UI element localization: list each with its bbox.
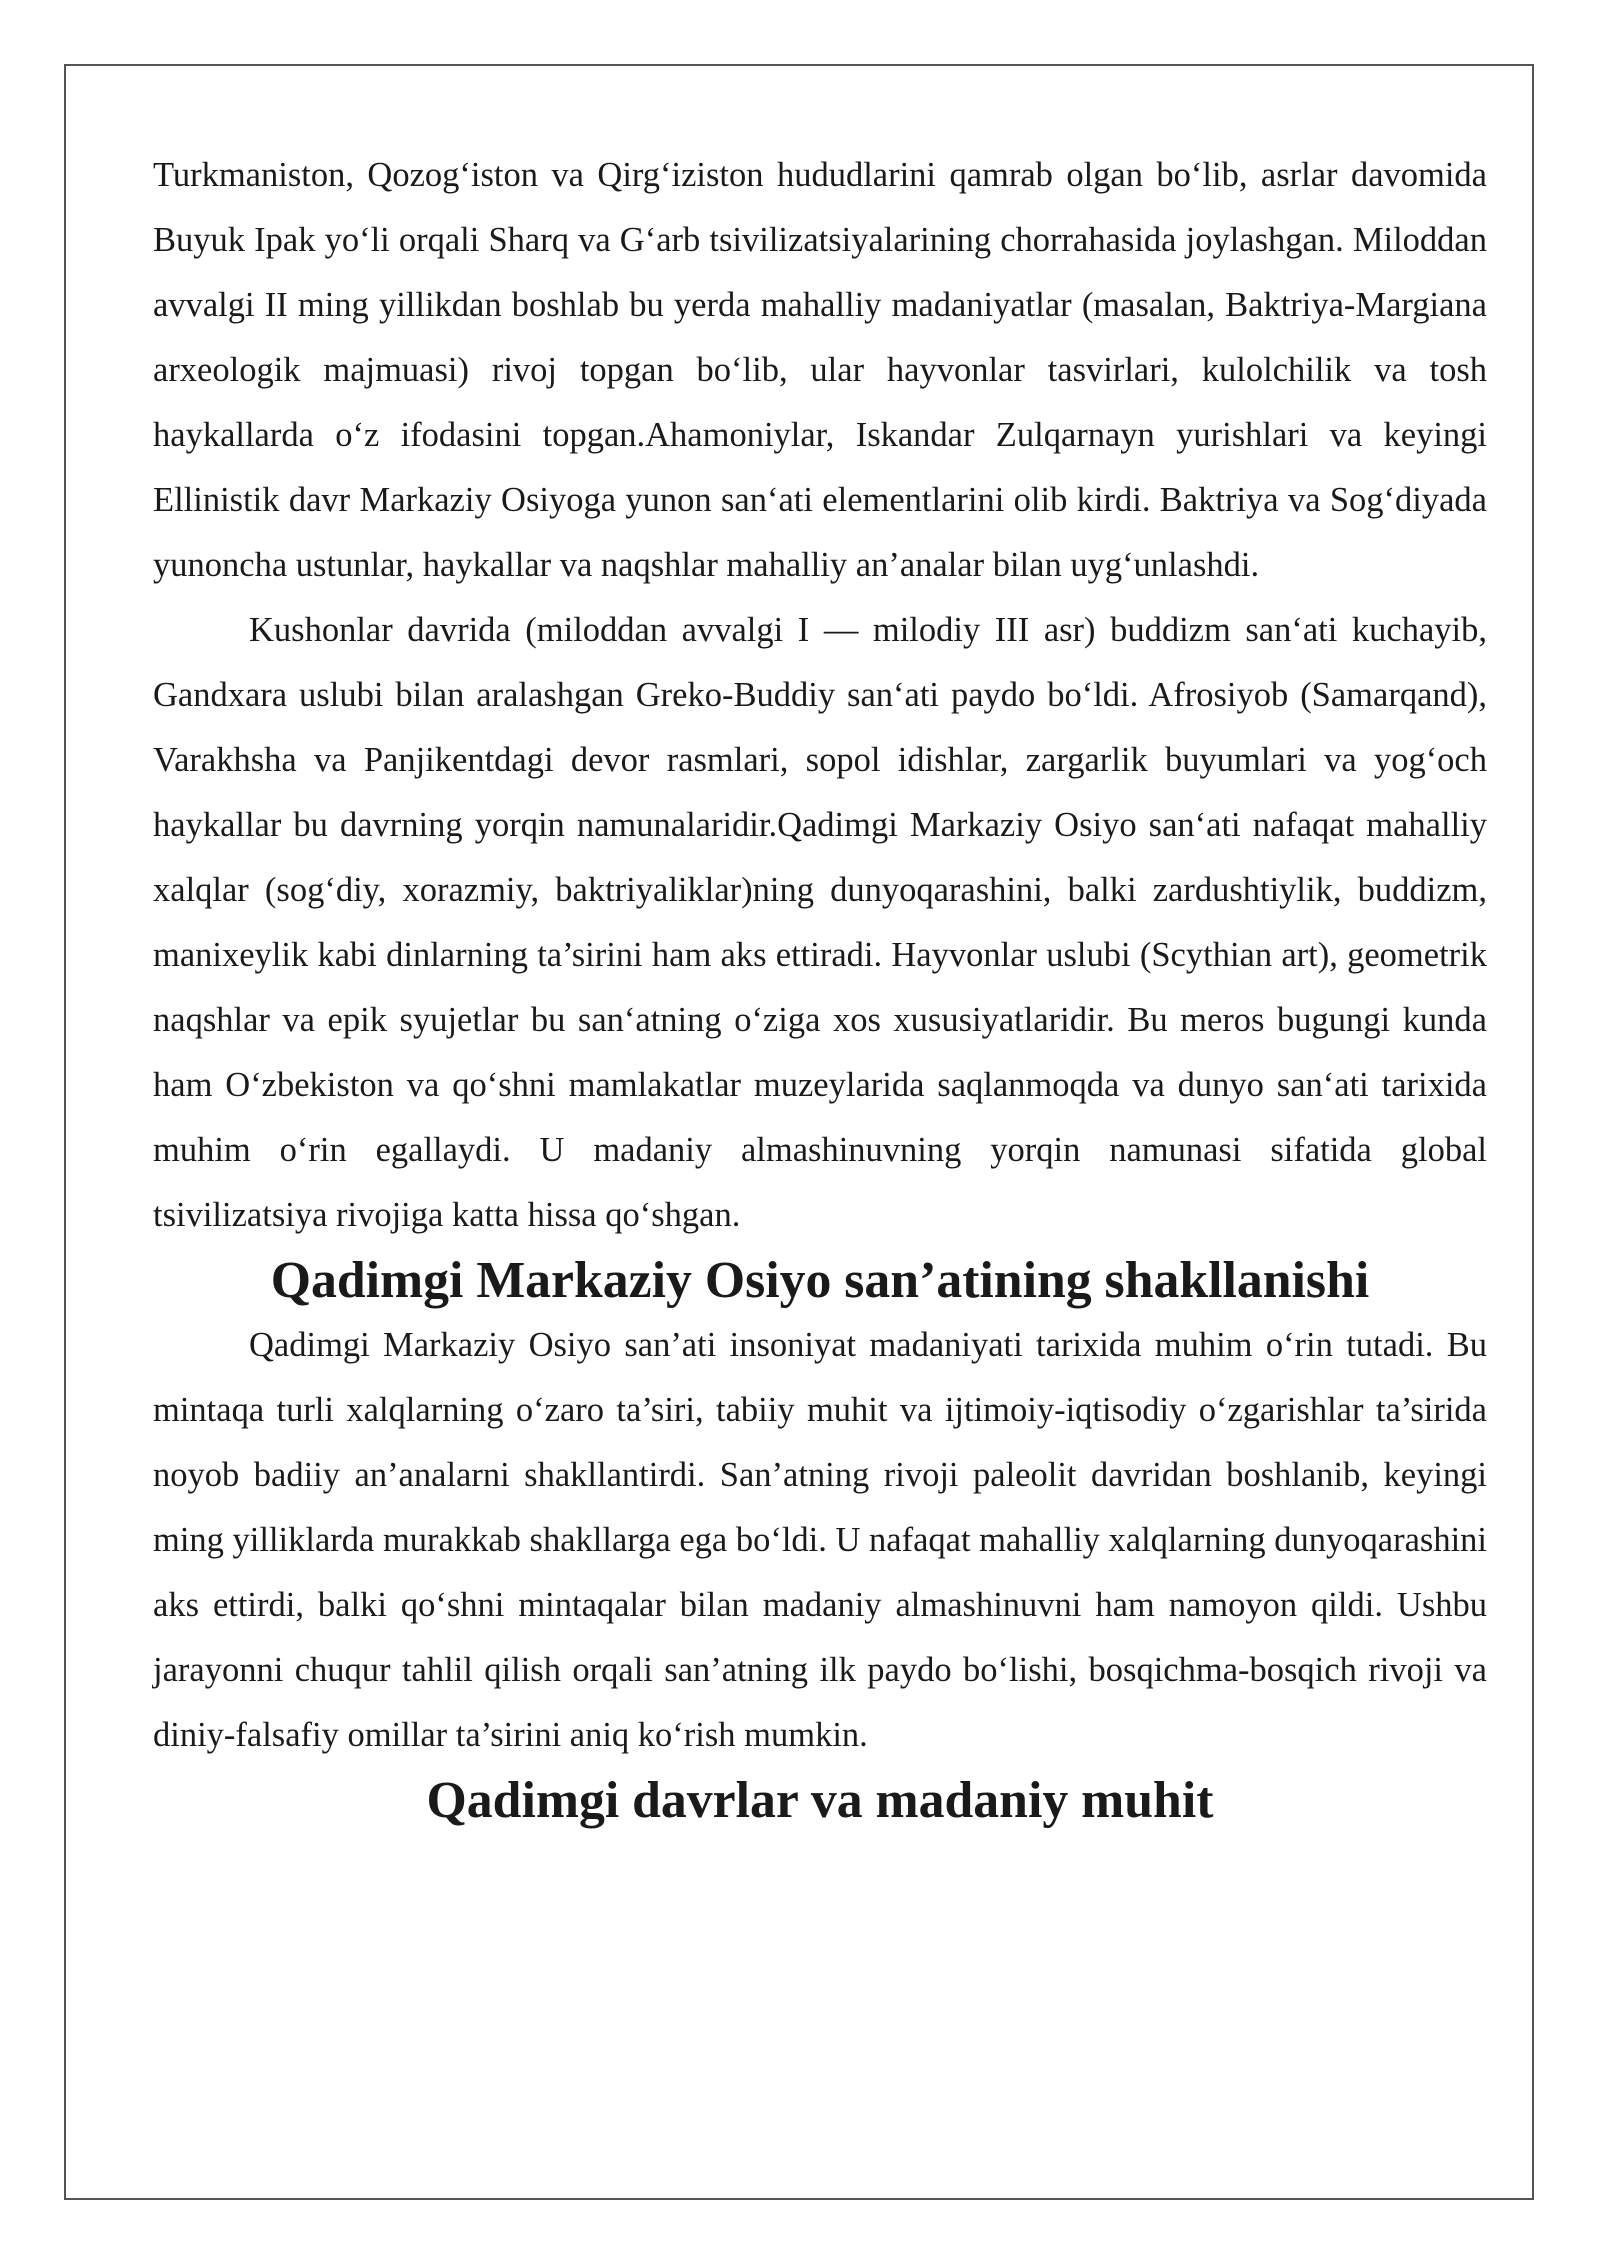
paragraph: Kushonlar davrida (miloddan avvalgi I — milodiy III asr) buddizm san‘ati kuchayib, Gandxara uslubi bilan aralashgan Greko-Buddiy san‘ati paydo bo‘ldi. Afrosiyob (Samarqand), Varakhsha va Panjikentdagi devor rasmlari, sopol idishlar, zargarlik buyumlari va yog‘och haykallar bu davrning yorqin namunalaridir.Qadimgi Markaziy Osiyo san‘ati nafaqat mahalliy xalqlar (sog‘diy, xorazmiy, baktriyaliklar)ning dunyoqarashini, balki zardushtiylik, buddizm, manixeylik kabi dinlarning ta’sirini ham aks ettiradi. Hayvonlar uslubi (Scythian art), geometrik naqshlar va epik syujetlar bu san‘atning o‘ziga xos xususiyatlaridir. Bu meros bugungi kunda ham O‘zbekiston va qo‘shni mamlakatlar muzeylarida saqlanmoqda va dunyo san‘ati tarixida muhim o‘rin egallaydi. U madaniy almashinuvning yorqin namunasi sifatida global tsivilizatsiya rivojiga katta hissa qo‘shgan. bbox=[153, 611, 1487, 1234]
section-heading: Qadimgi Markaziy Osiyo san’atining shakllanishi bbox=[270, 1252, 1370, 1309]
paragraph: Qadimgi Markaziy Osiyo san’ati insoniyat madaniyati tarixida muhim o‘rin tutadi. Bu mintaqa turli xalqlarning o‘zaro ta’siri, tabiiy muhit va ijtimoiy-iqtisodiy o‘zgarishlar ta’sirida noyob badiiy an’analarni shakllantirdi. San’atning rivoji paleolit davridan boshlanib, keyingi ming yilliklarda murakkab shakllarga ega bo‘ldi. U nafaqat mahalliy xalqlarning dunyoqarashini aks ettirdi, balki qo‘shni mintaqalar bilan madaniy almashinuvni ham namoyon qildi. Ushbu jarayonni chuqur tahlil qilish orqali san’atning ilk paydo bo‘lishi, bosqichma-bosqich rivoji va diniy-falsafiy omillar ta’sirini aniq ko‘rish mumkin. bbox=[153, 1326, 1487, 1754]
section-heading: Qadimgi davrlar va madaniy muhit bbox=[426, 1772, 1214, 1829]
document-body bbox=[153, 143, 1487, 1833]
paragraph: Turkmaniston, Qozog‘iston va Qirg‘iziston hududlarini qamrab olgan bo‘lib, asrlar davomida Buyuk Ipak yo‘li orqali Sharq va G‘arb tsivilizatsiyalarining chorrahasida joylashgan. Miloddan avvalgi II ming yillikdan boshlab bu yerda mahalliy madaniyatlar (masalan, Baktriya-Margiana arxeologik majmuasi) rivoj topgan bo‘lib, ular hayvonlar tasvirlari, kulolchilik va tosh haykallarda o‘z ifodasini topgan.Ahamoniylar, Iskandar Zulqarnayn yurishlari va keyingi Ellinistik davr Markaziy Osiyoga yunon san‘ati elementlarini olib kirdi. Baktriya va Sog‘diyada yunoncha ustunlar, haykallar va naqshlar mahalliy an’analar bilan uyg‘unlashdi. bbox=[153, 156, 1487, 584]
